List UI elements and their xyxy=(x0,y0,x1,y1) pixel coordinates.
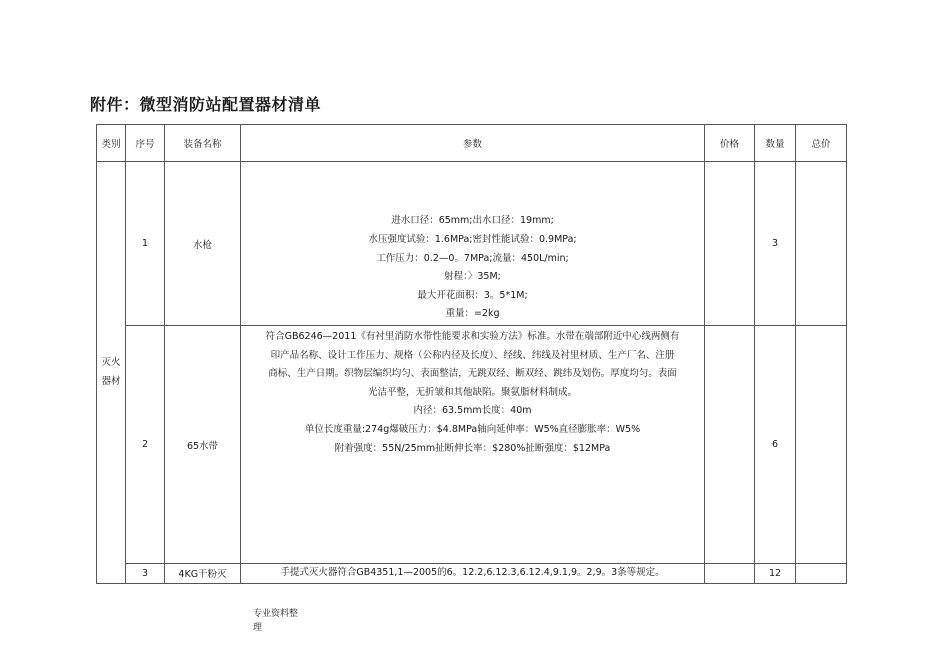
document-title: 附件：微型消防站配置器材清单 xyxy=(90,95,322,114)
param-line: 印产品名称、设计工作压力、规格（公称内径及长度）、经线、纬线及衬里材质、生产厂名、注册 xyxy=(270,349,675,361)
row-seq: 3 xyxy=(126,564,165,584)
header-category: 类别 xyxy=(97,125,126,162)
row-params xyxy=(241,564,705,584)
param-line: 内径：63.5mm长度：40m xyxy=(413,405,532,417)
header-params: 参数 xyxy=(241,125,705,162)
param-line: 重量：=2kg xyxy=(445,308,500,320)
param-line: 水压强度试验：1.6MPa;密封性能试验：0.9MPa; xyxy=(368,234,577,246)
header-total: 总价 xyxy=(796,125,847,162)
header-seq: 序号 xyxy=(126,125,165,162)
row-price xyxy=(705,326,755,564)
param-line: 符合GB6246—2011《有衬里消防水带性能要求和实验方法》标准。水带在端部附近中心线两侧有 xyxy=(265,331,680,342)
header-quantity: 数量 xyxy=(755,125,796,162)
category-cell xyxy=(97,162,126,584)
table-header-row xyxy=(97,125,847,162)
row-params xyxy=(241,162,705,326)
row-price xyxy=(705,162,755,326)
footer-line: 专业资料整 xyxy=(253,609,299,619)
header-price: 价格 xyxy=(705,125,755,162)
row-price xyxy=(705,564,755,584)
param-line: 手提式灭火器符合GB4351,1—2005的6。12.2,6.12.3,6.12.4,9.1,9。2,9。3条等规定。 xyxy=(280,567,665,578)
param-line: 光洁平整，无折皱和其他缺陷。聚氨脂材料制成。 xyxy=(367,386,577,398)
header-name: 装备名称 xyxy=(165,125,241,162)
footer-line: 理 xyxy=(253,623,263,633)
row-quantity: 12 xyxy=(755,564,796,584)
param-line: 附着强度：55N/25mm扯断伸长率：$280%扯断强度：$12MPa xyxy=(334,442,611,454)
row-quantity: 3 xyxy=(755,162,796,326)
param-line: 商标、生产日期。织物层编织均匀、表面整洁，无跳双经、断双经、跳纬及划伤。厚度均匀。表面 xyxy=(268,368,677,380)
category-label-line: 灭火 xyxy=(101,357,121,369)
param-line: 工作压力：0.2—0。7MPa;流量：450L/min; xyxy=(376,252,569,264)
table-row xyxy=(97,162,847,326)
param-line: 最大开花面积：3。5*1M; xyxy=(417,289,528,301)
row-quantity: 6 xyxy=(755,326,796,564)
param-line: 进水口径：65mm;出水口径：19mm; xyxy=(391,215,554,227)
param-line: 射程：〉35M; xyxy=(444,271,501,283)
row-total xyxy=(796,162,847,326)
row-params xyxy=(241,326,705,564)
table-row xyxy=(97,326,847,564)
param-line: 单位长度重量:274g爆破压力：$4.8MPa轴向延伸率：W5%直径膨胀率：W5% xyxy=(304,423,641,435)
table-row xyxy=(97,564,847,584)
row-name: 65水带 xyxy=(165,326,241,564)
footer-note xyxy=(253,607,313,635)
row-name: 水枪 xyxy=(165,162,241,326)
row-total xyxy=(796,564,847,584)
row-name: 4KG干粉灭 xyxy=(165,564,241,584)
row-seq: 1 xyxy=(126,162,165,326)
category-label-line: 器材 xyxy=(101,376,121,388)
equipment-table xyxy=(96,124,847,584)
row-total xyxy=(796,326,847,564)
row-seq: 2 xyxy=(126,326,165,564)
